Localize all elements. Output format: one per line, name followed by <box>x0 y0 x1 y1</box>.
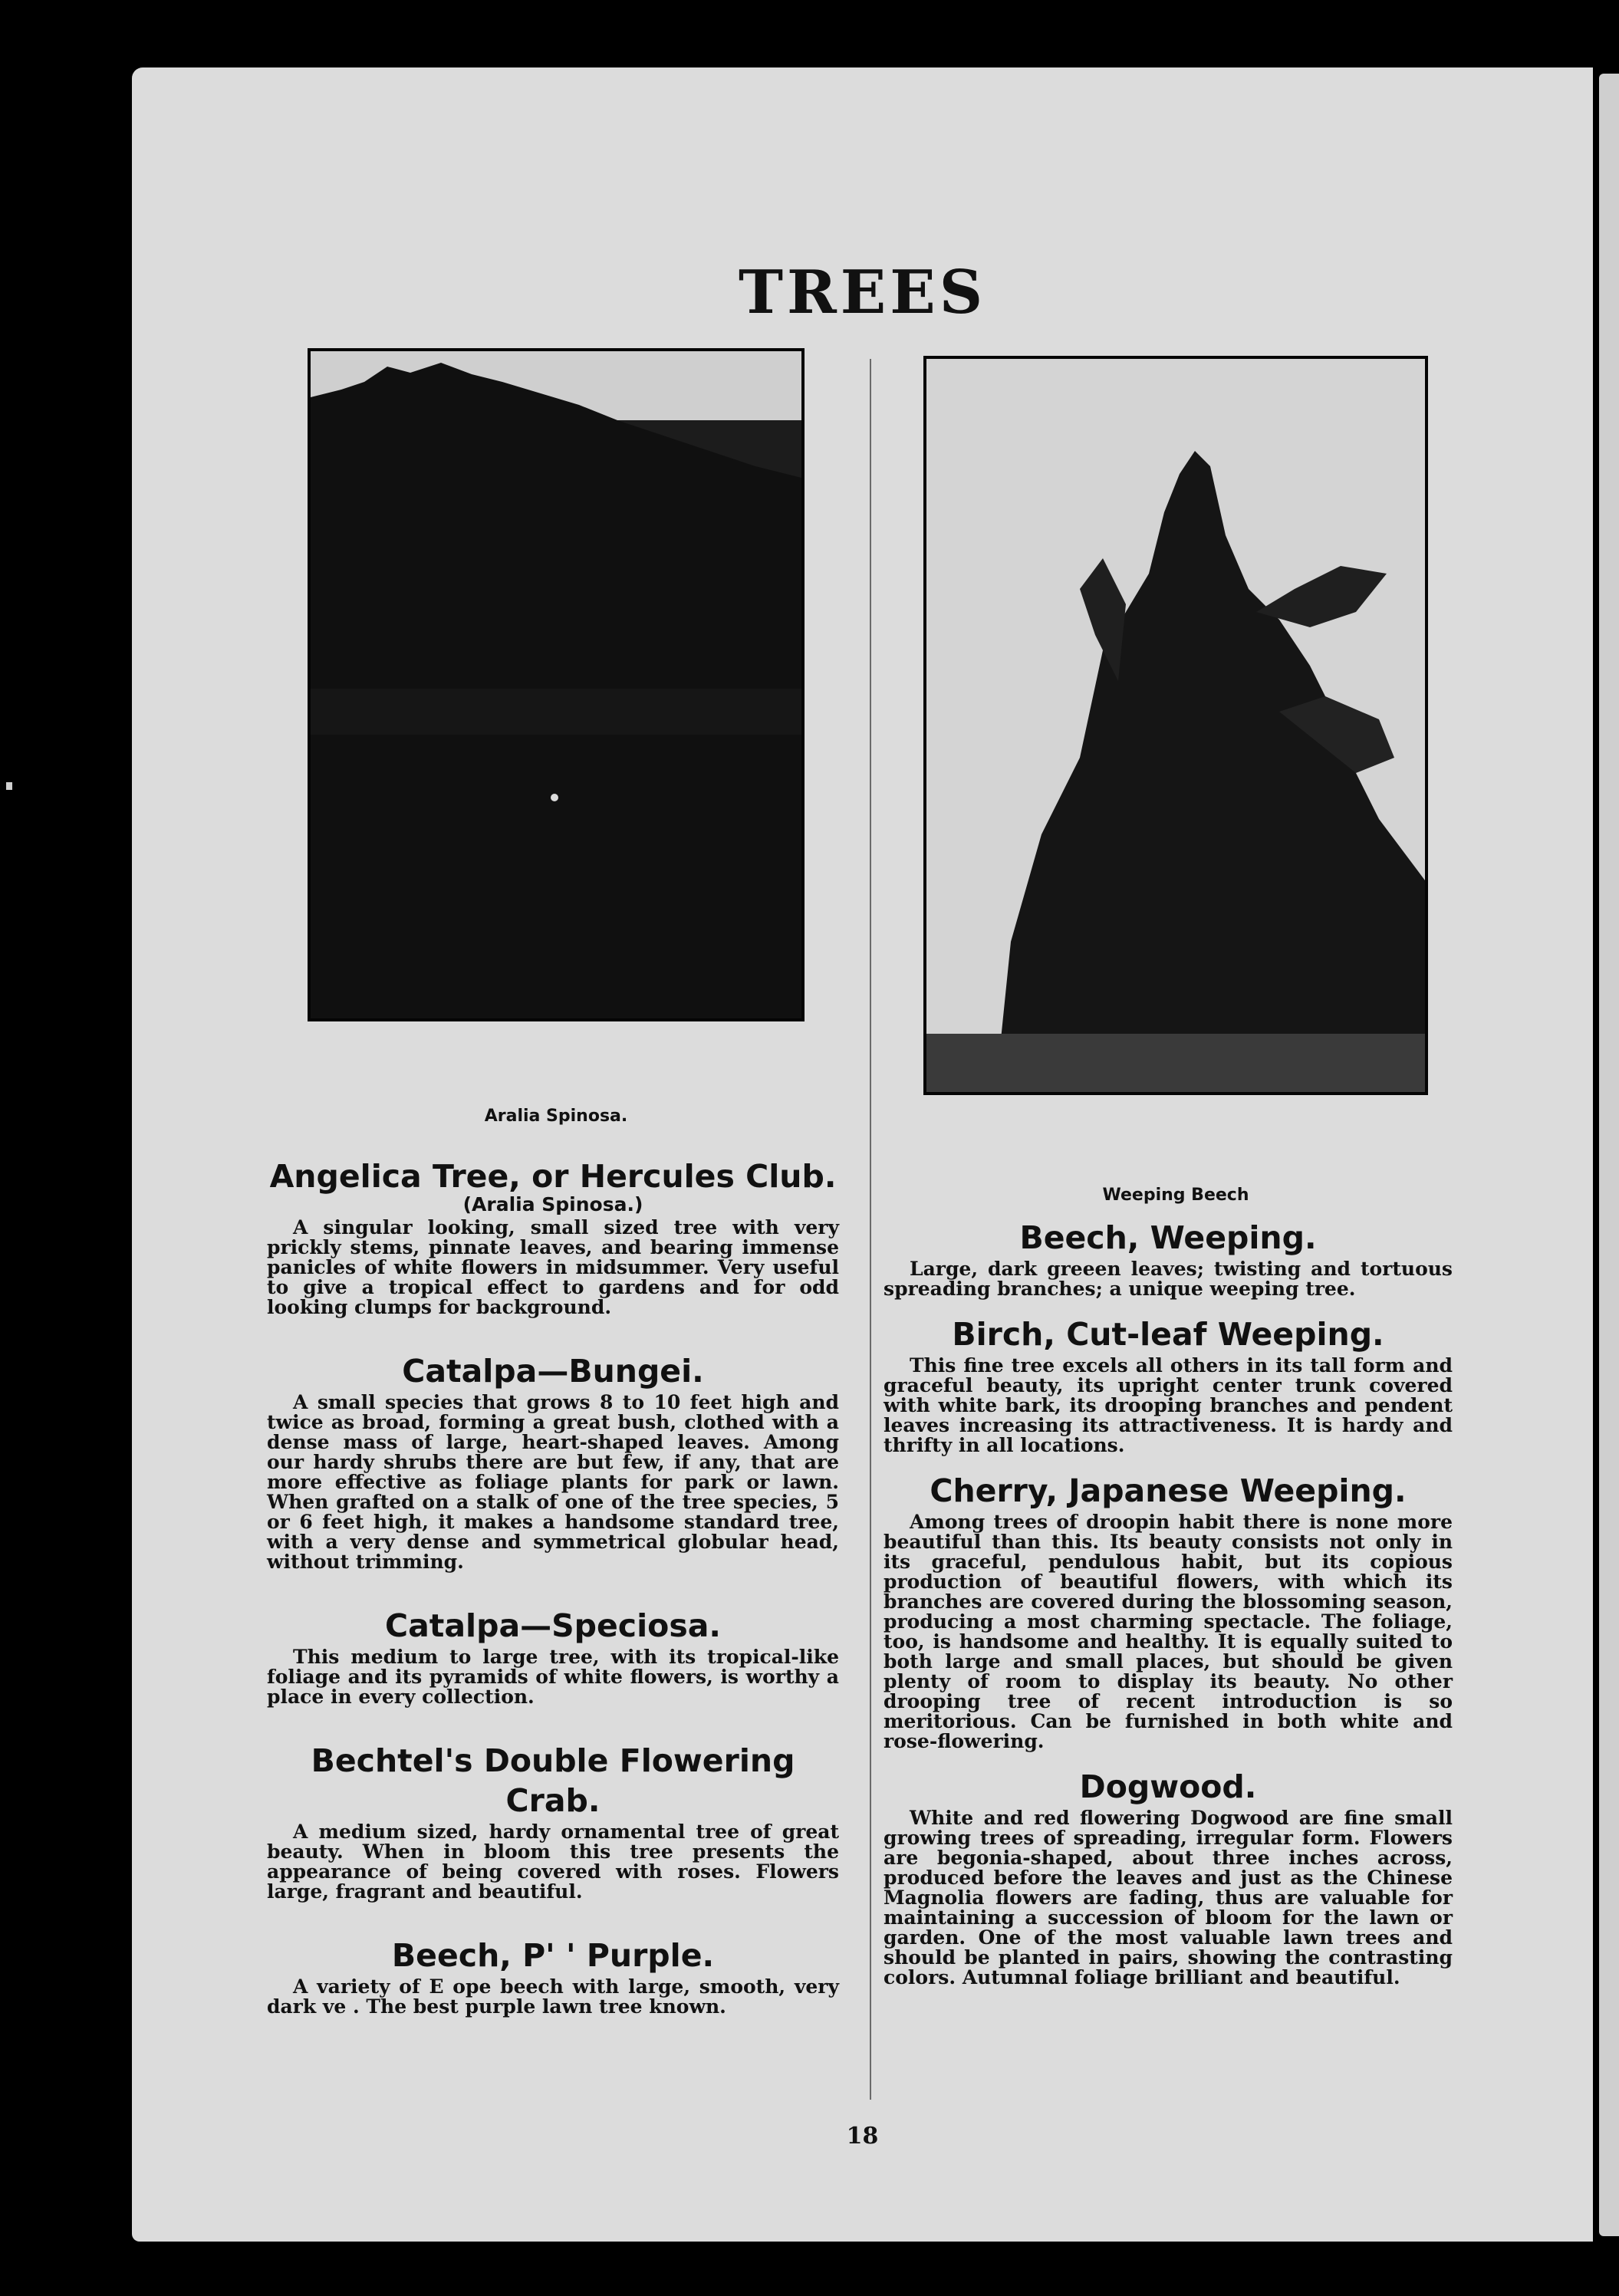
entry-beech-weeping <box>884 1218 1453 1299</box>
entry-text: This medium to large tree, with its tropical-like foliage and its pyramids of white flowers, is worthy a place in every collection. <box>267 1646 839 1708</box>
next-page-edge <box>1599 74 1619 2236</box>
weeping-beech-photo <box>923 356 1428 1095</box>
scan-speck <box>6 782 12 790</box>
entry-dogwood <box>884 1767 1453 1988</box>
entry-heading: Beech, Weeping. <box>1019 1219 1317 1256</box>
page-number: 18 <box>846 2123 879 2150</box>
entry-heading: Catalpa—Bungei. <box>402 1353 704 1390</box>
entry-text: A medium sized, hardy ornamental tree of great beauty. When in bloom this tree presents the appearance of being covered with roses. Flowers large, fragrant and beautiful. <box>267 1821 839 1903</box>
entry-heading: Cherry, Japanese Weeping. <box>930 1472 1407 1509</box>
entry-heading: Catalpa—Speciosa. <box>385 1607 721 1644</box>
entry-heading: Bechtel's Double Flowering Crab. <box>311 1742 795 1819</box>
entry-angelica-tree <box>267 1156 839 1317</box>
entry-text: A singular looking, small sized tree with very prickly stems, pinnate leaves, and bearing immense panicles of white flowers in midsummer. Very useful to give a tropical effect to gardens and for odd looking clumps for background. <box>267 1216 839 1318</box>
entry-heading: Birch, Cut-leaf Weeping. <box>952 1316 1384 1353</box>
entry-text: Among trees of droopin habit there is none more beautiful than this. Its beauty consists not only in its graceful, pendulous habit, but its copious production of beautiful flowers, with which its branches are covered during the blossoming season, producing a most charming spectacle. The foliage, too, is handsome and healthy. It is equally suited to both large and small places, but should be given plenty of room to display its beauty. No other drooping tree of recent introduction is so meritorious. Can be furnished in both white and rose-flowering. <box>884 1511 1453 1752</box>
catalog-page <box>132 67 1593 2242</box>
aralia-spinosa-photo <box>308 348 805 1021</box>
entry-subheading: (Aralia Spinosa.) <box>462 1193 643 1215</box>
entry-beech-purple <box>267 1936 839 2017</box>
entry-text: A small species that grows 8 to 10 feet high and twice as broad, forming a great bush, clothed with a dense mass of large, heart-shaped leaves. Among our hardy shrubs there are but few, if any, that are more effective as foliage plants for park or lawn. When grafted on a stalk of one of the tree species, 5 or 6 feet high, it makes a handsome standard tree, with a very dense and symmetrical globular head, without trimming. <box>267 1391 839 1573</box>
entry-text: A variety of E ope beech with large, smooth, very dark ve . The best purple lawn tree known. <box>267 1975 839 2018</box>
entry-catalpa-bungei <box>267 1351 839 1572</box>
entry-heading: Beech, P' ' Purple. <box>391 1937 715 1974</box>
photo-caption-right: Weeping Beech <box>1102 1186 1249 1205</box>
photo-caption-left: Aralia Spinosa. <box>484 1107 628 1126</box>
entry-birch-cutleaf <box>884 1314 1453 1456</box>
entry-heading: Angelica Tree, or Hercules Club. <box>269 1158 837 1195</box>
entry-cherry-japanese <box>884 1471 1453 1752</box>
entry-bechtels-crab <box>267 1741 839 1902</box>
right-column <box>884 1218 1453 2003</box>
entry-text: White and red flowering Dogwood are fine small growing trees of spreading, irregular form. Flowers are begonia-shaped, about three inches across, produced before the leaves and just as the Chinese Magnolia flowers are fading, thus are valuable for maintaining a succession of bloom for the lawn or garden. One of the most valuable lawn trees and should be planted in pairs, showing the contrasting colors. Autumnal foliage brilliant and beautiful. <box>884 1807 1453 1988</box>
left-column <box>267 1156 839 2051</box>
page-title: TREES <box>738 258 987 327</box>
entry-heading: Dogwood. <box>1079 1768 1257 1805</box>
column-divider <box>870 359 871 2100</box>
entry-catalpa-speciosa <box>267 1606 839 1707</box>
entry-text: Large, dark greeen leaves; twisting and tortuous spreading branches; a unique weeping tree. <box>884 1258 1453 1300</box>
entry-text: This fine tree excels all others in its tall form and graceful beauty, its upright center trunk covered with white bark, its drooping branches and pendent leaves increasing its attractiveness. It is hardy and thrifty in all locations. <box>884 1354 1453 1456</box>
